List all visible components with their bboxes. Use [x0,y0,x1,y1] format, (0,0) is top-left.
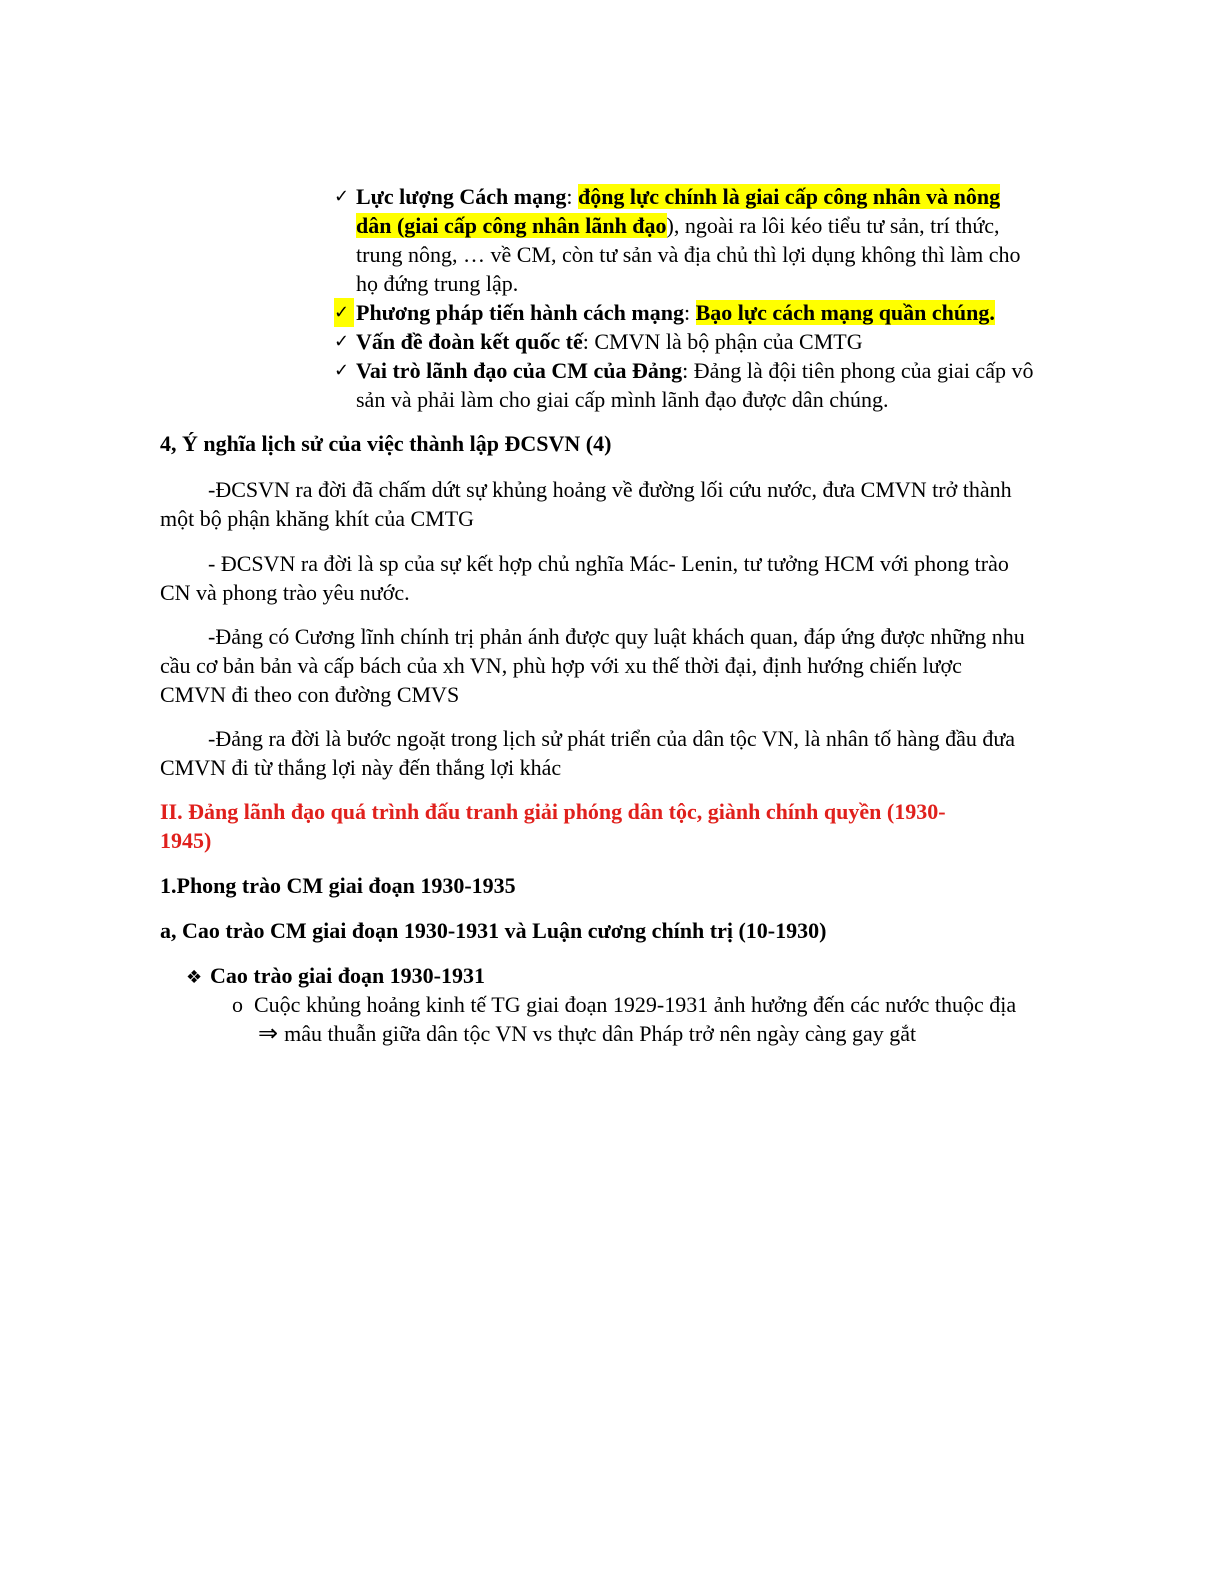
checkmark-icon: ✓ [334,331,350,352]
item-label: Phương pháp tiến hành cách mạng [356,300,684,325]
subheading-1a: a, Cao trào CM giai đoạn 1930-1931 và Luận cương chính trị (10-1930) [160,918,827,943]
item-separator: : [683,300,696,325]
list-item [334,182,1034,298]
section-4-heading: 4, Ý nghĩa lịch sử của việc thành lập ĐCSVN (4) [160,431,612,456]
circle-list-item [232,990,1032,1048]
circle-bullet-icon: o [232,992,243,1017]
list-item [334,327,1034,356]
paragraph: -ĐCSVN ra đời đã chấm dứt sự khủng hoảng về đường lối cứu nước, đưa CMVN trở thành một bộ phận khăng khít của CMTG [160,477,1012,531]
item-label: Vai trò lãnh đạo của CM của Đảng [356,358,683,383]
circle-item-text-continued: mâu thuẫn giữa dân tộc VN vs thực dân Pháp trở nên ngày càng gay gắt [284,1021,917,1046]
checkmark-icon: ✓ [334,186,350,207]
diamond-item-text: Cao trào giai đoạn 1930-1931 [210,963,485,988]
section-ii-heading: II. Đảng lãnh đạo quá trình đấu tranh giải phóng dân tộc, giành chính quyền (1930-1945) [160,799,946,853]
item-label: Lực lượng Cách mạng [356,184,567,209]
checklist [334,182,1034,414]
list-item [334,298,1034,327]
subheading-1: 1.Phong trào CM giai đoạn 1930-1935 [160,873,516,898]
checkmark-icon: ✓ [334,360,350,381]
paragraph: - ĐCSVN ra đời là sp của sự kết hợp chủ nghĩa Mác- Lenin, tư tưởng HCM với phong trào CN và phong trào yêu nước. [160,551,1009,605]
item-text: : Đảng là đội tiên phong của giai cấp vô sản và phải làm cho giai cấp mình lãnh đạo được dân chúng. [356,358,1034,412]
checkmark-icon: ✓ [334,298,354,327]
item-label: Vấn đề đoàn kết quốc tế [356,329,583,354]
highlighted-text: động lực chính là giai cấp công nhân và nông dân (giai cấp công nhân lãnh đạo [356,184,1001,238]
highlighted-text: Bạo lực cách mạng quần chúng. [695,300,995,325]
implies-arrow-icon: ⇒ [258,1019,279,1047]
item-text: : CMVN là bộ phận của CMTG [582,329,863,354]
paragraph: -Đảng ra đời là bước ngoặt trong lịch sử phát triển của dân tộc VN, là nhân tố hàng đầu đưa CMVN đi từ thắng lợi này đến thắng lợi khác [160,726,1016,780]
paragraph: -Đảng có Cương lĩnh chính trị phản ánh được quy luật khách quan, đáp ứng được những nhu cầu cơ bản bản và cấp bách của xh VN, phù hợp với xu thế thời đại, định hướng chiến lược CMVN đi theo con đường CMVS [160,624,1025,707]
item-separator: : [566,184,578,209]
item-text: ), ngoài ra lôi kéo tiểu tư sản, trí thức, trung nông, … về CM, còn tư sản và địa chủ thì lợi dụng không thì làm cho họ đứng trung lập. [356,213,1021,296]
diamond-bullet-icon: ❖ [186,967,203,988]
list-item [334,356,1034,414]
diamond-list-item [186,961,1026,992]
circle-item-text: Cuộc khủng hoảng kinh tế TG giai đoạn 1929-1931 ảnh hưởng đến các nước thuộc địa [254,992,1017,1017]
